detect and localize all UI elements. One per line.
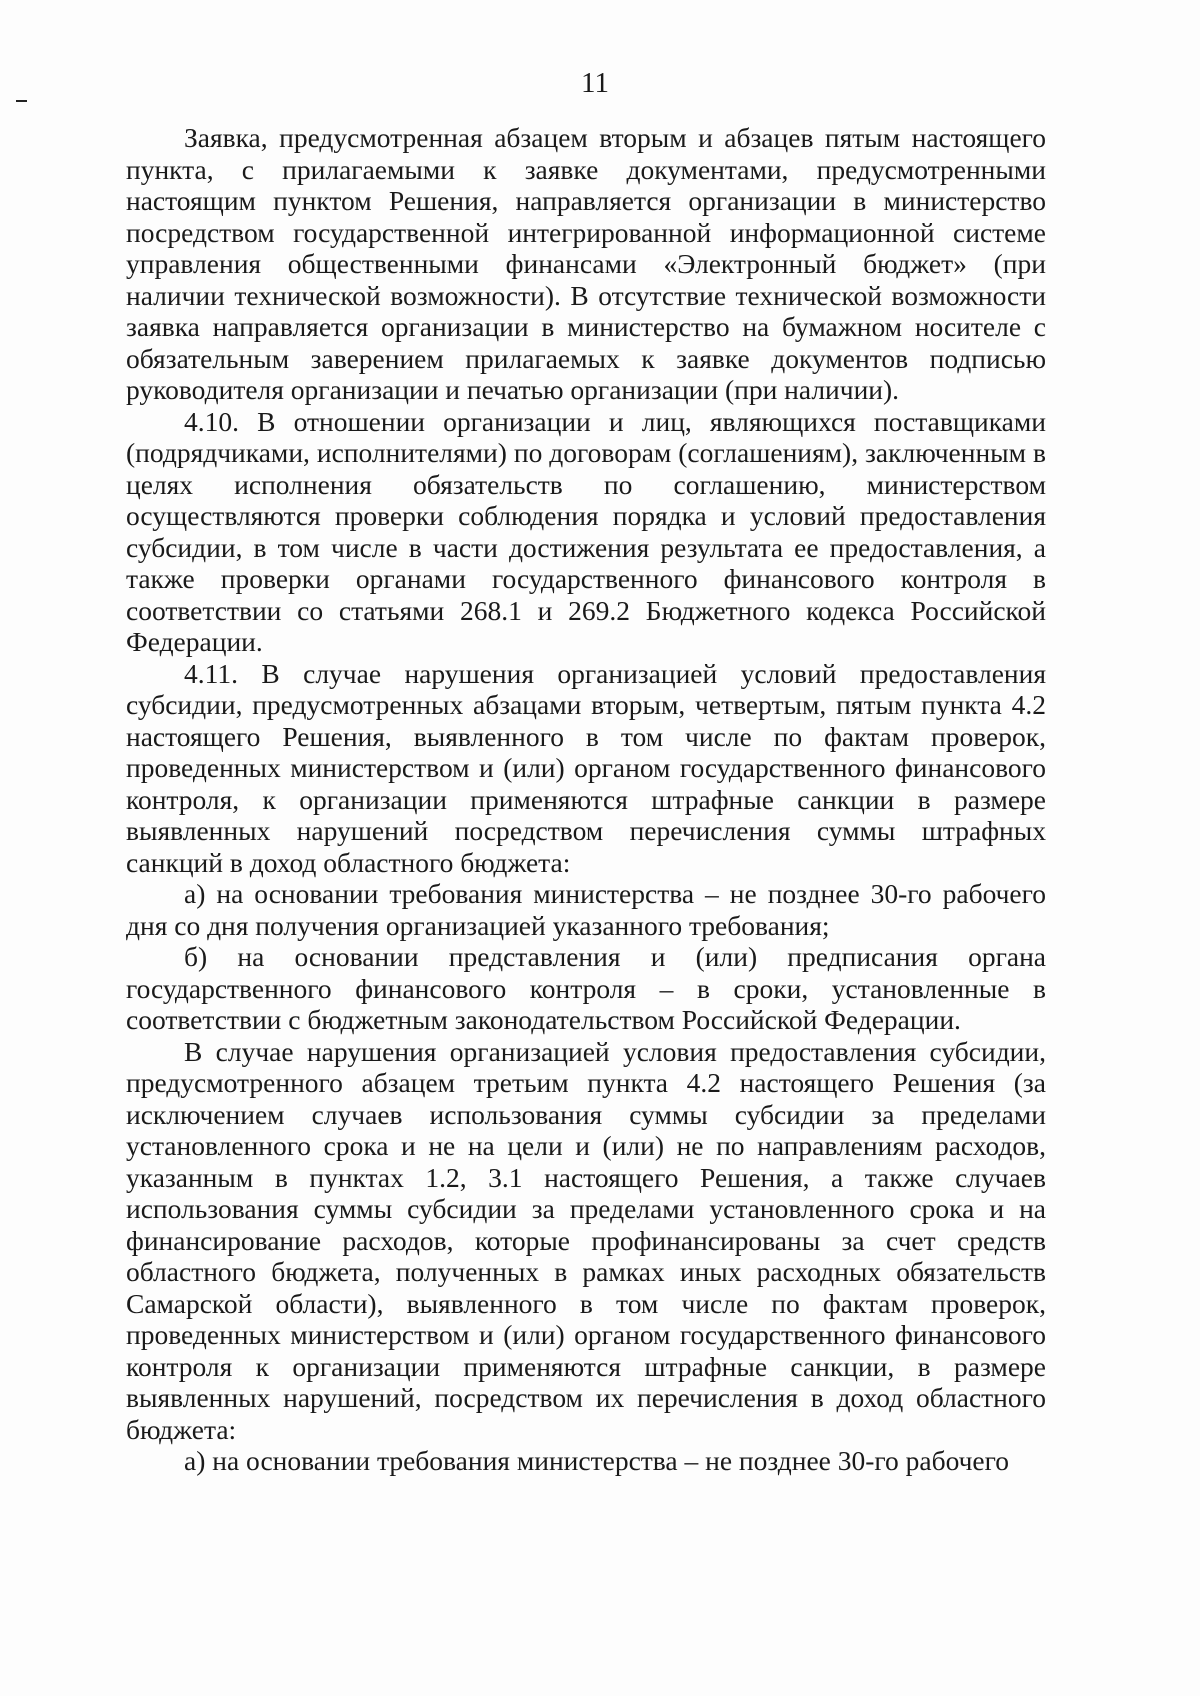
paragraph-4-11-penalties: 4.11. В случае нарушения организацией условий предоставления субсидии, предусмотренных абзацами вторым, четвертым, пятым пункта 4.2 настоящего Решения, выявленного в том числе по фактам проверок, проведенных министерством и (или) органом государственного финансового контроля, к организации применяются штрафные санкции в размере выявленных нарушений посредством перечисления суммы штрафных санкций в доход областного бюджета: <box>126 657 1046 878</box>
paragraph-application-submission: Заявка, предусмотренная абзацем вторым и абзацев пятым настоящего пункта, с прилагаемыми к заявке документами, предусмотренными настоящим пунктом Решения, направляется организации в министерство посредством государственной интегрированной информационной системе управления общественными финансами «Электронный бюджет» (при наличии технической возможности). В отсутствие технической возможности заявка направляется организации в министерство на бумажном носителе с обязательным заверением прилагаемых к заявке документов подписью руководителя организации и печатью организации (при наличии). <box>126 122 1046 405</box>
paragraph-condition-violation: В случае нарушения организацией условия предоставления субсидии, предусмотренного абзацем третьим пункта 4.2 настоящего Решения (за исключением случаев использования суммы субсидии за пределами установленного срока и не на цели и (или) не по направлениям расходов, указанным в пунктах 1.2, 3.1 настоящего Решения, а также случаев использования суммы субсидии за пределами установленного срока и на финансирование расходов, которые профинансированы за счет средств областного бюджета, полученных в рамках иных расходных обязательств Самарской области), выявленного в том числе по фактам проверок, проведенных министерством и (или) органом государственного финансового контроля к организации применяются штрафные санкции, в размере выявленных нарушений, посредством их перечисления в доход областного бюджета: <box>126 1035 1046 1445</box>
paragraph-4-10-inspections: 4.10. В отношении организации и лиц, являющихся поставщиками (подрядчиками, исполнителями) по договорам (соглашениям), заключенным в целях исполнения обязательств по соглашению, министерством осуществляются проверки соблюдения порядка и условий предоставления субсидии, в том числе в части достижения результата ее предоставления, а также проверки органами государственного финансового контроля в соответствии со статьями 268.1 и 269.2 Бюджетного кодекса Российской Федерации. <box>126 405 1046 657</box>
paragraph-item-a-ministry-requirement-2: а) на основании требования министерства – не позднее 30-го рабочего <box>184 1445 1009 1476</box>
margin-mark <box>16 100 27 102</box>
page-number: 11 <box>581 67 609 99</box>
document-body <box>126 122 1046 1477</box>
paragraph-item-b-control-order: б) на основании представления и (или) предписания органа государственного финансового контроля – в сроки, установленные в соответствии с бюджетным законодательством Российской Федерации. <box>126 941 1046 1035</box>
paragraph-item-a-ministry-requirement: а) на основании требования министерства – не позднее 30-го рабочего дня со дня получения организацией указанного требования; <box>126 878 1046 941</box>
